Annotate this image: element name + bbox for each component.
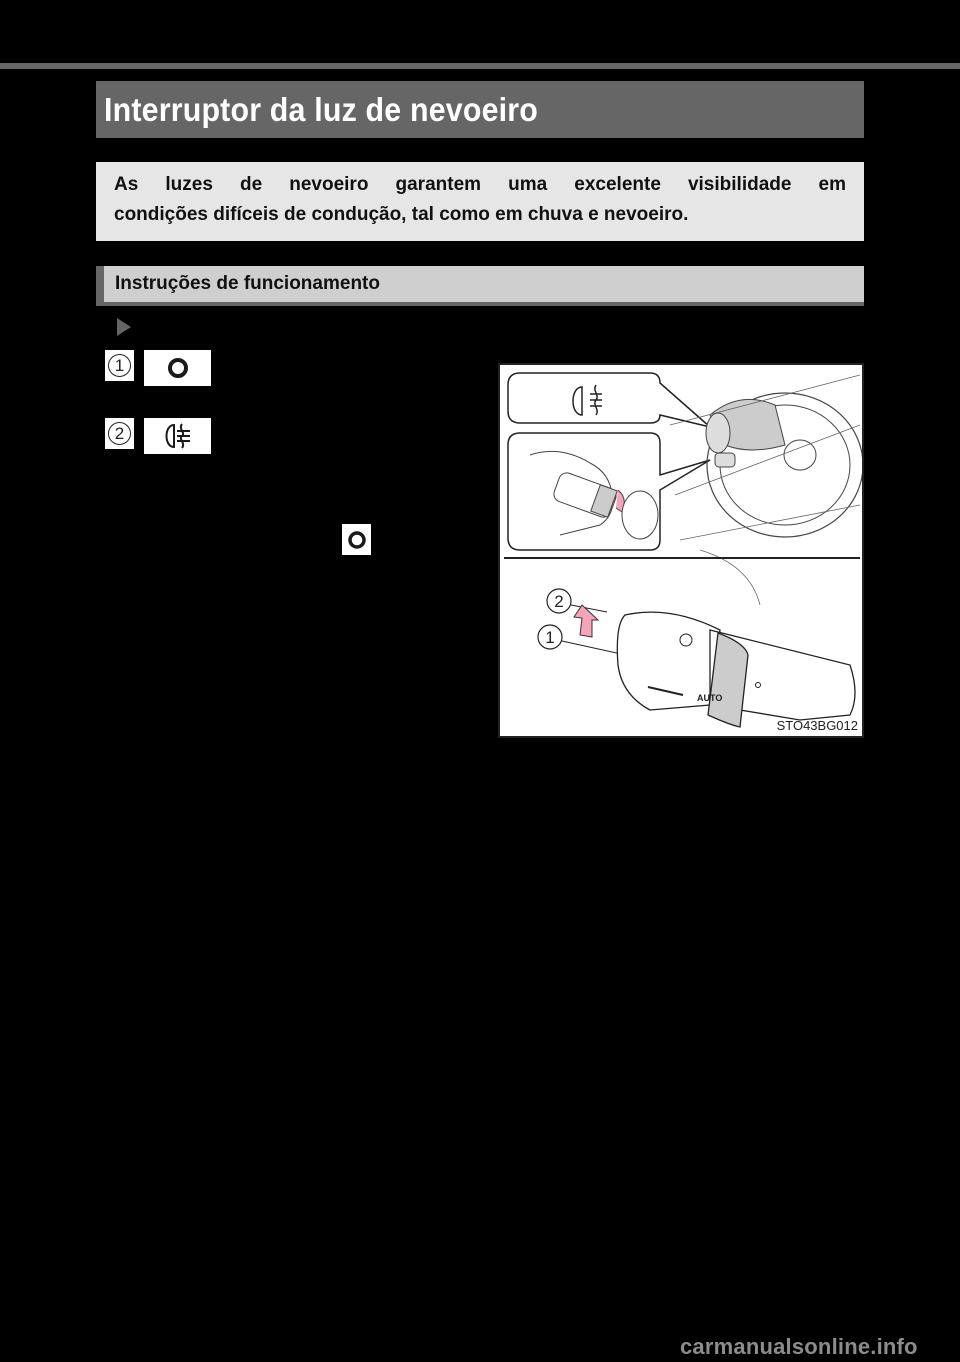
- svg-text:1: 1: [545, 628, 555, 647]
- svg-text:2: 2: [554, 592, 564, 611]
- illustration-fog-light-switch: [498, 363, 864, 738]
- description-box: [96, 162, 864, 241]
- rear-fog-light-icon: [144, 418, 211, 454]
- illustration-drawing: [500, 365, 864, 738]
- page-title: Interruptor da luz de nevoeiro: [104, 90, 538, 128]
- step-number-2: [105, 418, 134, 449]
- step-number-label: 2: [108, 422, 131, 445]
- step-number-label: 1: [108, 354, 131, 377]
- description-line-2: condições difíceis de condução, tal como em chuva e nevoeiro.: [114, 204, 689, 225]
- bullet-arrow-icon: [117, 318, 131, 336]
- fog-light-off-icon: [342, 524, 371, 555]
- step-number-1: [105, 350, 134, 381]
- watermark: carmanualsonline.info: [680, 1334, 918, 1359]
- fog-light-off-icon: [144, 350, 211, 386]
- section-header: [96, 266, 864, 306]
- top-rule: [0, 63, 960, 69]
- section-heading: Instruções de funcionamento: [115, 273, 380, 294]
- description-line-1: As luzes de nevoeiro garantem uma excelente visibilidade em: [114, 174, 846, 195]
- svg-text:AUTO: AUTO: [697, 693, 723, 703]
- figure-code: STO43BG012: [776, 718, 858, 733]
- page-title-banner: [96, 81, 864, 138]
